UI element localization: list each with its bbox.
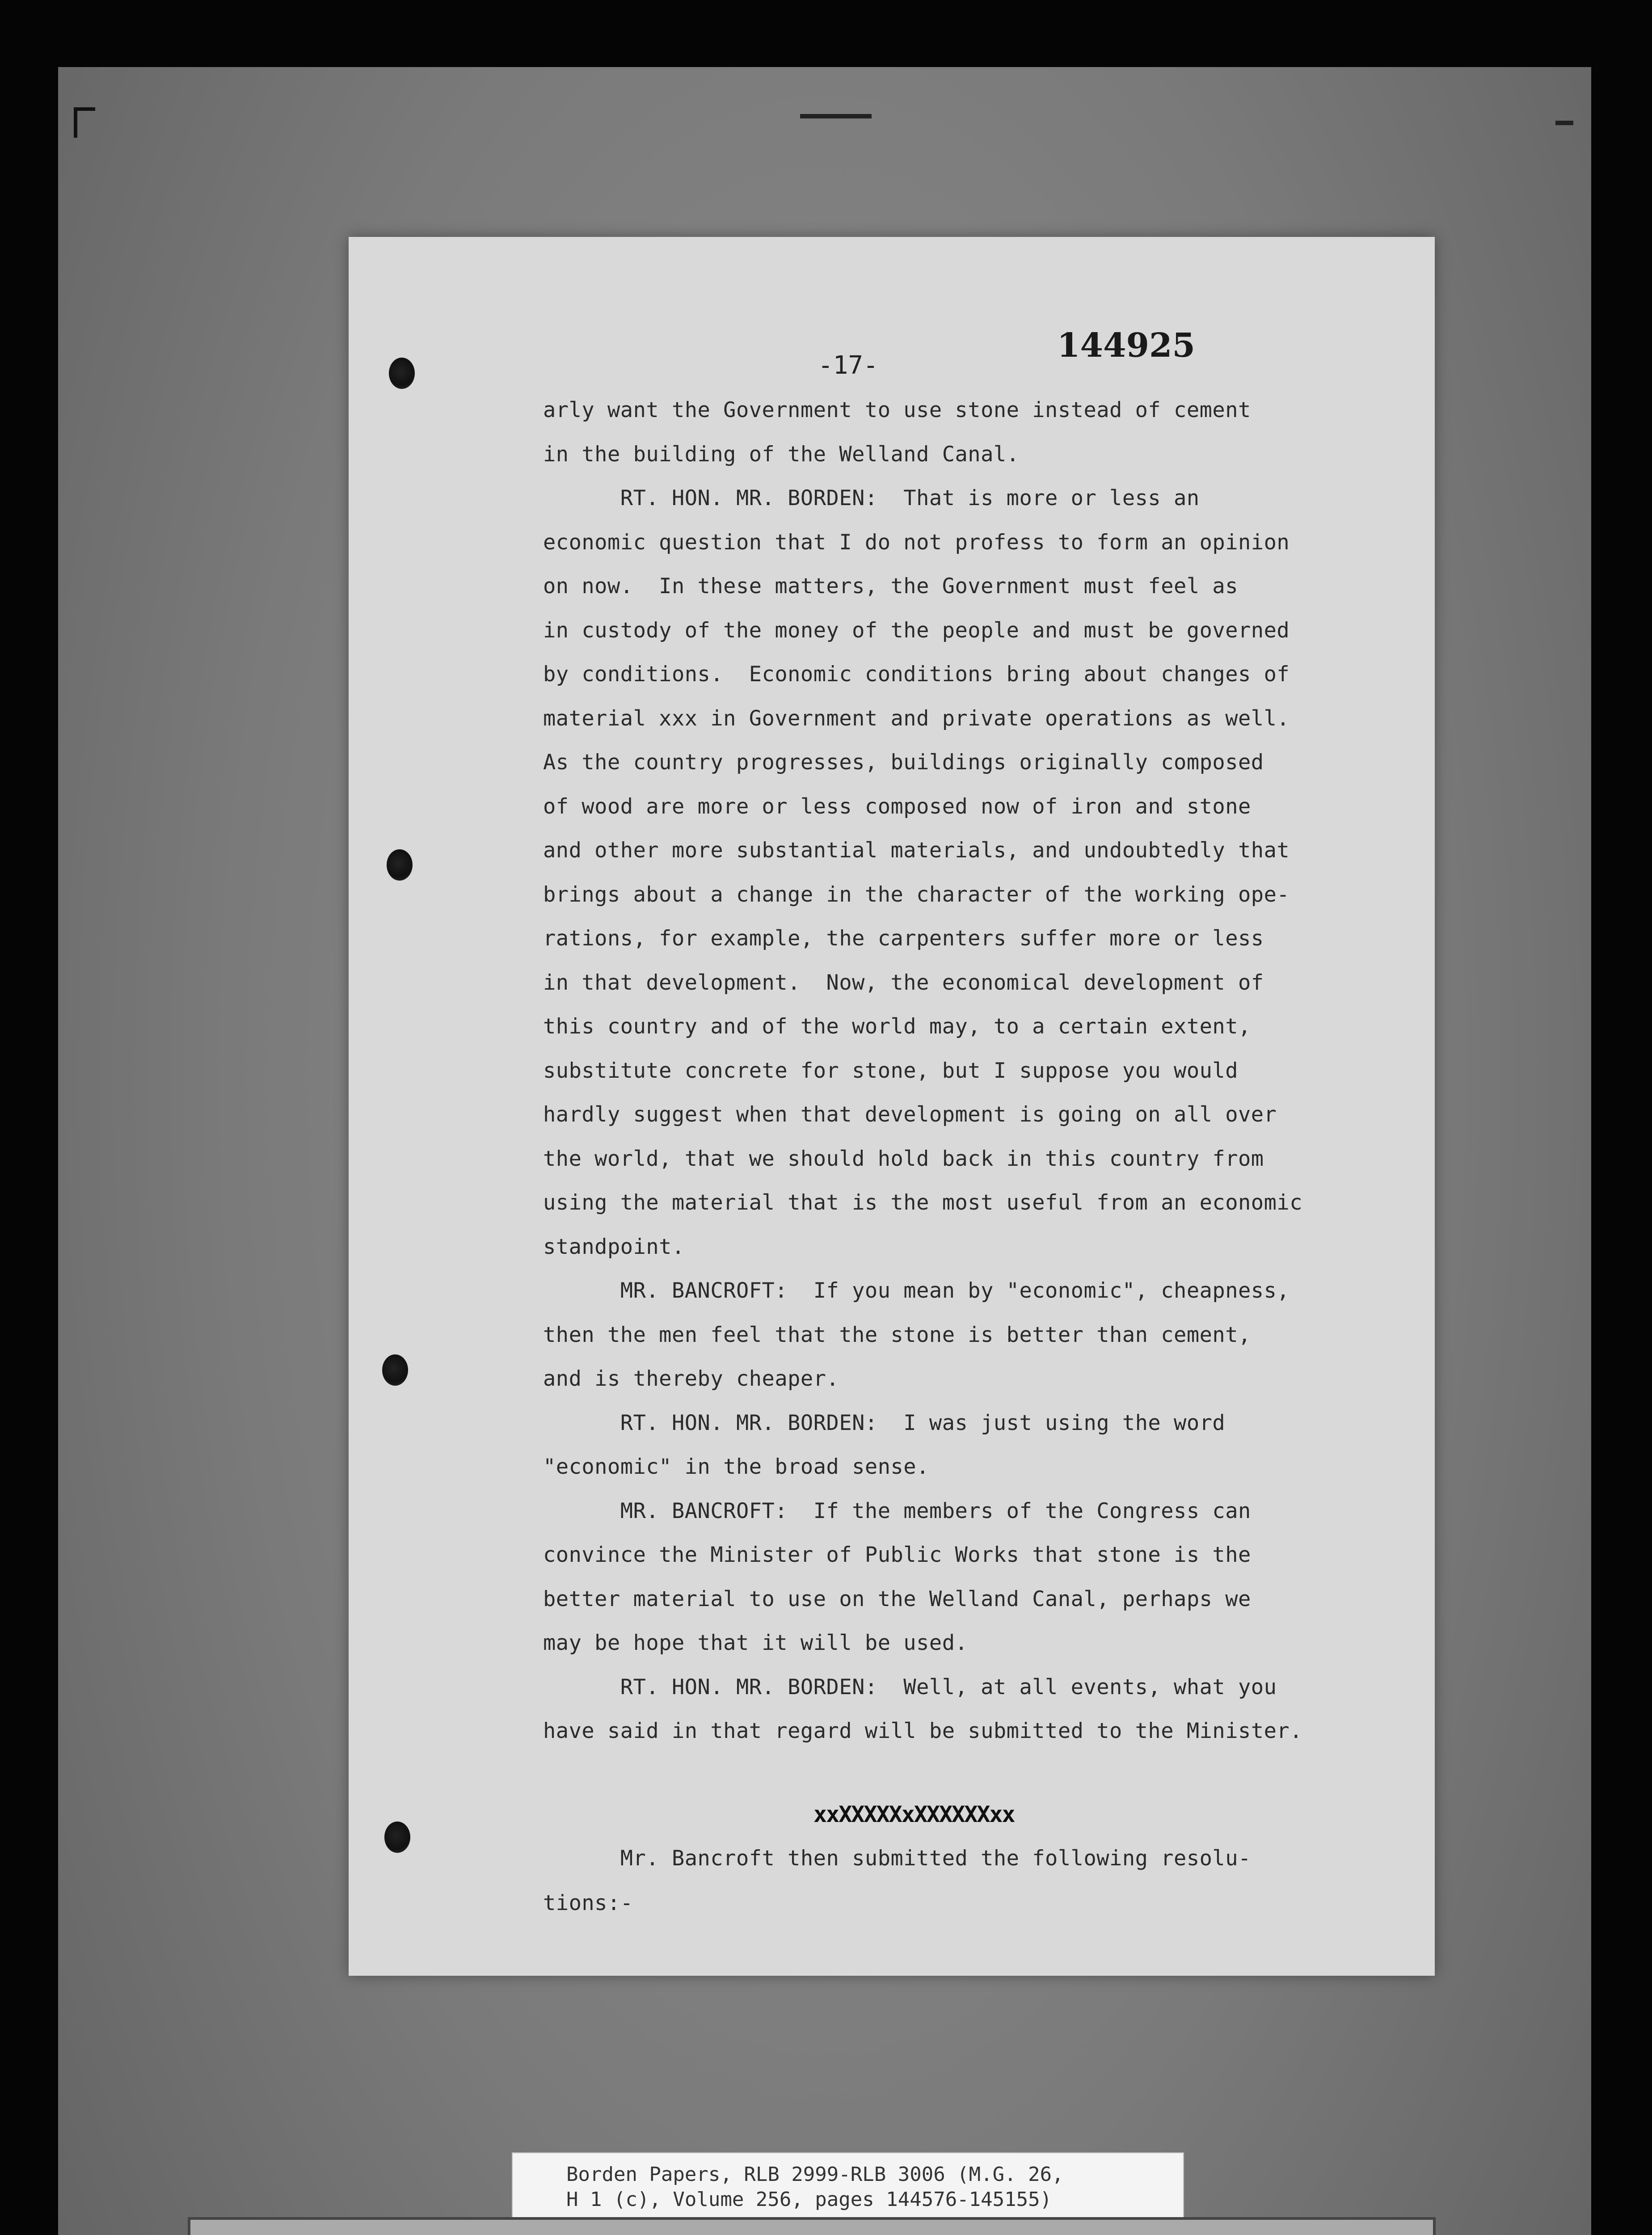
text-line: economic question that I do not profess to form an opinion: [543, 530, 1290, 555]
document-page: [349, 237, 1435, 1976]
text-line: convince the Minister of Public Works that stone is the: [543, 1543, 1251, 1567]
text-line: RT. HON. MR. BORDEN: That is more or less an: [543, 486, 1200, 510]
text-line: may be hope that it will be used.: [543, 1631, 968, 1655]
text-line: MR. BANCROFT: If the members of the Congress can: [543, 1498, 1251, 1523]
text-line: material xxx in Government and private operations as well.: [543, 706, 1290, 731]
page-number: -17-: [818, 351, 878, 380]
text-line: by conditions. Economic conditions bring about changes of: [543, 662, 1290, 687]
text-line: Mr. Bancroft then submitted the following resolu-: [543, 1846, 1251, 1871]
corner-mark: [74, 107, 95, 138]
struck-out-text: xxXXXXXxXXXXXXxx: [813, 1801, 1015, 1827]
frame-dash-mark: [800, 114, 872, 118]
text-line: and other more substantial materials, and undoubtedly that: [543, 838, 1290, 863]
text-line: "economic" in the broad sense.: [543, 1455, 929, 1479]
archive-plate-mount: [188, 2217, 1436, 2235]
text-line: standpoint.: [543, 1234, 685, 1259]
text-line: As the country progresses, buildings originally composed: [543, 750, 1264, 775]
text-line: the world, that we should hold back in this country from: [543, 1146, 1264, 1171]
text-line: have said in that regard will be submitted to the Minister.: [543, 1719, 1302, 1743]
text-line: using the material that is the most useful from an economic: [543, 1190, 1302, 1215]
text-line: in the building of the Welland Canal.: [543, 442, 1020, 467]
reference-label-line: Borden Papers, RLB 2999-RLB 3006 (M.G. 26,: [566, 2163, 1064, 2186]
text-line: in that development. Now, the economical development of: [543, 970, 1264, 995]
stamp-number: 144925: [1057, 326, 1195, 365]
text-line: hardly suggest when that development is going on all over: [543, 1102, 1277, 1127]
reference-label: [512, 2152, 1184, 2221]
text-line: on now. In these matters, the Government must feel as: [543, 574, 1239, 599]
text-line: better material to use on the Welland Canal, perhaps we: [543, 1586, 1251, 1611]
text-line: rations, for example, the carpenters suffer more or less: [543, 926, 1264, 951]
frame-dash-mark: [1555, 121, 1573, 125]
text-line: this country and of the world may, to a certain extent,: [543, 1014, 1251, 1039]
text-line: brings about a change in the character of the working ope-: [543, 882, 1290, 907]
text-line: RT. HON. MR. BORDEN: Well, at all events, what you: [543, 1674, 1277, 1699]
text-line: and is thereby cheaper.: [543, 1366, 839, 1391]
text-line: RT. HON. MR. BORDEN: I was just using the word: [543, 1410, 1226, 1435]
transcript-text: [349, 237, 1435, 1976]
text-line: then the men feel that the stone is better than cement,: [543, 1322, 1251, 1347]
reference-label-line: H 1 (c), Volume 256, pages 144576-145155): [566, 2188, 1052, 2211]
text-line: MR. BANCROFT: If you mean by "economic", cheapness,: [543, 1278, 1290, 1303]
text-line: tions:-: [543, 1891, 633, 1915]
text-line: of wood are more or less composed now of iron and stone: [543, 794, 1251, 819]
text-line: substitute concrete for stone, but I suppose you would: [543, 1058, 1239, 1083]
text-line: in custody of the money of the people and must be governed: [543, 618, 1290, 643]
text-line: arly want the Government to use stone instead of cement: [543, 398, 1251, 422]
